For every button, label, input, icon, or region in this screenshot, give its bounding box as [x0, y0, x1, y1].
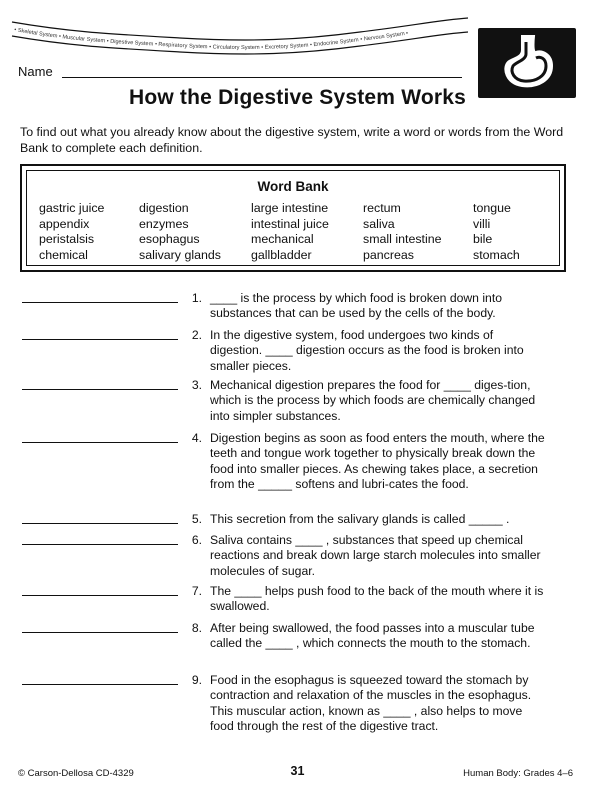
question-text: Digestion begins as soon as food enters the mouth, where the teeth and tongue work together to physically break down the food into smaller pieces. As chewing takes place, a secretion from the _____ softens and lubri-cates the food.	[210, 431, 545, 491]
question-number: 9.	[191, 673, 202, 687]
question-text: Mechanical digestion prepares the food for ____ diges-tion, which is the process by which foods are chemically changed into simpler substances.	[210, 378, 536, 423]
instructions: To find out what you already know about the digestive system, write a word or words from the Word Bank to complete each definition.	[20, 125, 564, 155]
word-bank-word: pancreas	[363, 247, 414, 262]
word-bank-word: large intestine	[251, 201, 329, 215]
answer-line[interactable]	[22, 544, 178, 545]
answer-line[interactable]	[22, 523, 178, 524]
name-label: Name	[18, 64, 53, 79]
question-text: Saliva contains ____ , substances that speed up chemical reactions and break down large starch molecules into smaller molecules of sugar.	[210, 533, 541, 578]
word-bank-column	[473, 201, 520, 263]
word-bank-word: saliva	[363, 216, 395, 231]
word-bank-word: villi	[473, 216, 491, 231]
word-bank-word: appendix	[39, 216, 90, 231]
word-bank-word: mechanical	[251, 232, 314, 246]
question-number: 8.	[191, 621, 202, 635]
word-bank-word: gastric juice	[39, 201, 105, 215]
word-bank-word: intestinal juice	[251, 216, 329, 231]
question-number: 3.	[191, 378, 202, 392]
answer-line[interactable]	[22, 632, 178, 633]
word-bank-column	[139, 201, 221, 263]
word-bank-word: enzymes	[139, 216, 189, 231]
word-bank-word: small intestine	[363, 232, 442, 246]
word-bank-column	[363, 201, 442, 263]
question-number: 4.	[191, 431, 202, 445]
word-bank-column	[39, 201, 104, 263]
word-bank-word: peristalsis	[39, 232, 95, 246]
word-bank-word: gallbladder	[251, 247, 312, 262]
answer-line[interactable]	[22, 389, 178, 390]
answer-line[interactable]	[22, 595, 178, 596]
page-title: How the Digestive System Works	[128, 86, 467, 109]
word-bank-box	[20, 164, 566, 272]
page-number: 31	[290, 764, 305, 778]
word-bank-word: stomach	[473, 247, 520, 262]
answer-line[interactable]	[22, 442, 178, 443]
word-bank-word: chemical	[39, 247, 88, 262]
word-bank-word: bile	[473, 232, 493, 246]
question-text: Food in the esophagus is squeezed toward the stomach by contraction and relaxation of the muscles in the esophagus. This muscular action, known as ____ , also helps to move food through the rest of the digestive tract.	[210, 673, 532, 733]
systems-wave-band	[10, 4, 470, 56]
question-text: In the digestive system, food undergoes two kinds of digestion. ____ digestion occurs as the food is broken into smaller pieces.	[210, 328, 524, 373]
systems-band-text: • Skeletal System • Muscular System • Digestive System • Respiratory System • Circulatory System • Excretory System • Endocrine System • Nervous System •	[13, 27, 409, 52]
question-number: 7.	[191, 584, 202, 598]
question-text: ____ is the process by which food is broken down into substances that can be used by the cells of the body.	[210, 291, 502, 321]
question-number: 6.	[191, 533, 202, 547]
word-bank-word: tongue	[473, 201, 511, 215]
question-number: 1.	[191, 291, 202, 305]
question-text: This secretion from the salivary glands is called _____ .	[210, 512, 510, 526]
word-bank-title: Word Bank	[257, 179, 329, 194]
answer-line[interactable]	[22, 302, 178, 303]
question-number: 5.	[191, 512, 202, 526]
word-bank-word: esophagus	[139, 232, 200, 246]
question-text: The ____ helps push food to the back of the mouth where it is swallowed.	[210, 584, 544, 614]
name-field-line[interactable]	[62, 77, 462, 78]
answer-line[interactable]	[22, 339, 178, 340]
word-bank-word: digestion	[139, 201, 189, 215]
word-bank-column	[251, 201, 329, 263]
question-text: After being swallowed, the food passes into a muscular tube called the ____ , which connects the mouth to the stomach.	[210, 621, 535, 651]
question-number: 2.	[191, 328, 202, 342]
copyright-footer: © Carson-Dellosa CD-4329	[18, 768, 134, 779]
book-title-footer: Human Body: Grades 4–6	[463, 768, 573, 779]
word-bank-word: rectum	[363, 201, 401, 215]
answer-line[interactable]	[22, 684, 178, 685]
word-bank-word: salivary glands	[139, 247, 221, 262]
